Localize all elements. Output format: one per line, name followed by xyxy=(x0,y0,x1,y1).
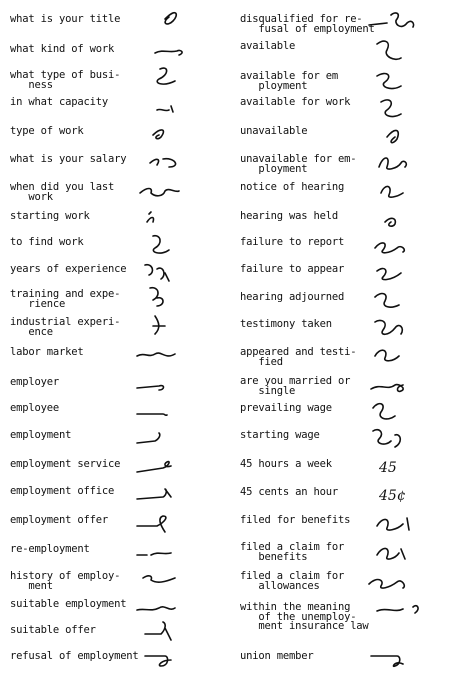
shorthand-number: 45¢ xyxy=(379,488,406,504)
glossary-entry xyxy=(0,652,237,678)
term-text: employer xyxy=(10,376,59,388)
term-text: what type of busi- ness xyxy=(10,69,121,91)
term-text: suitable employment xyxy=(10,598,127,610)
shorthand-outline xyxy=(367,642,447,678)
term-text: failure to appear xyxy=(240,263,345,275)
right-column xyxy=(237,0,474,694)
term-text: industrial experi- ence xyxy=(10,316,121,338)
term-text: available xyxy=(240,40,296,52)
term-text: filed a claim for allowances xyxy=(240,570,345,592)
term-text: starting wage xyxy=(240,429,320,441)
term-text: testimony taken xyxy=(240,318,332,330)
glossary-entry xyxy=(237,601,474,632)
term-text: employment offer xyxy=(10,514,108,526)
term-text: type of work xyxy=(10,125,84,137)
term-text: employment xyxy=(10,429,72,441)
term-text: what is your title xyxy=(10,13,121,25)
term-text: disqualified for re- fusal of employment xyxy=(240,13,375,35)
term-text: labor market xyxy=(10,346,84,358)
term-text: available for em ployment xyxy=(240,70,338,92)
term-text: refusal of employment xyxy=(10,650,139,662)
term-text: employee xyxy=(10,402,59,414)
shorthand-outline xyxy=(367,593,447,629)
term-text: unavailable for em- ployment xyxy=(240,153,357,175)
term-text: within the meaning of the unemploy- ment insurance law xyxy=(240,601,369,632)
term-text: re-employment xyxy=(10,543,90,555)
term-text: unavailable xyxy=(240,125,308,137)
term-text: filed a claim for benefits xyxy=(240,541,345,563)
term-text: what kind of work xyxy=(10,43,115,55)
term-text: prevailing wage xyxy=(240,402,332,414)
term-text: when did you last work xyxy=(10,181,115,203)
term-text: available for work xyxy=(240,96,351,108)
glossary-entry xyxy=(237,652,474,678)
shorthand-outline xyxy=(135,642,215,678)
term-text: filed for benefits xyxy=(240,514,351,526)
term-text: union member xyxy=(240,650,314,662)
term-text: are you married or single xyxy=(240,375,351,397)
term-text: years of experience xyxy=(10,263,127,275)
term-text: history of employ- ment xyxy=(10,570,121,592)
term-text: what is your salary xyxy=(10,153,127,165)
term-text: starting work xyxy=(10,210,90,222)
term-text: hearing adjourned xyxy=(240,291,345,303)
term-text: 45 hours a week xyxy=(240,458,332,470)
term-text: training and expe- rience xyxy=(10,288,121,310)
term-text: appeared and testi- fied xyxy=(240,346,357,368)
term-text: hearing was held xyxy=(240,210,338,222)
term-text: in what capacity xyxy=(10,96,108,108)
term-text: failure to report xyxy=(240,236,345,248)
term-text: notice of hearing xyxy=(240,181,345,193)
term-text: employment service xyxy=(10,458,121,470)
shorthand-number: 45 xyxy=(379,460,397,476)
term-text: employment office xyxy=(10,485,115,497)
term-text: suitable offer xyxy=(10,624,96,636)
term-text: 45 cents an hour xyxy=(240,486,338,498)
term-text: to find work xyxy=(10,236,84,248)
